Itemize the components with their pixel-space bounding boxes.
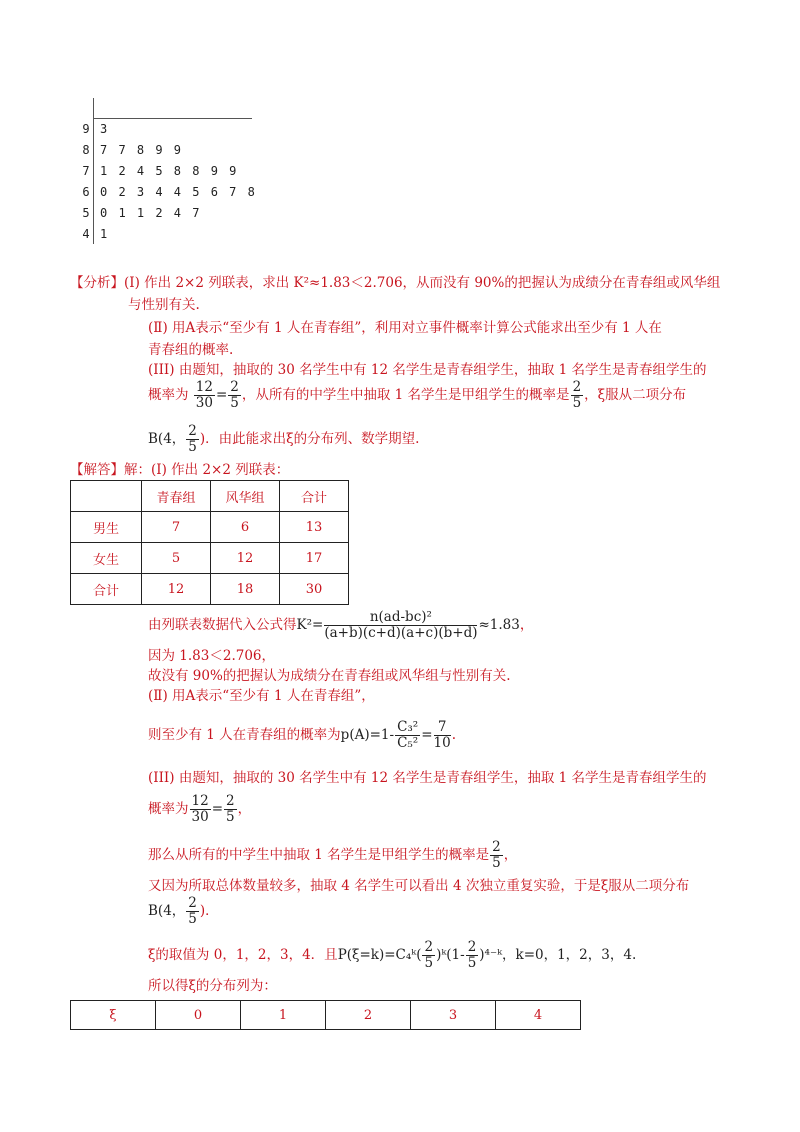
table-row: ξ 0 1 2 3 4: [71, 1001, 581, 1030]
k2-formula-line: 由列联表数据代入公式得K²= $\frac{\text{n(ad-bc)²}}{(a+b)(c+d)(a+c)(b+d)}$ ≈1.83，: [148, 609, 534, 641]
table-row: 男生 7 6 13: [71, 512, 349, 543]
fraction-2-5: $\frac{2}{5}$: [188, 423, 197, 455]
fraction-2-5: $\frac{2}{5}$: [226, 793, 235, 825]
values-line: ξ的取值为 0，1，2，3，4．且P(ξ=k)=C₄ᵏ( $\frac{2}{5}$ )ᵏ(1- $\frac{2}{5}$ )⁴⁻ᵏ，k=0，1，2，3，4.: [148, 939, 637, 971]
analysis-line-1: 【分析】(I) 作出 2×2 列联表，求出 K²≈1.83＜2.706，从而没有 90%的把握认为成绩分在青春组或风华组: [70, 275, 721, 291]
part2-line: (Ⅱ) 用A表示“至少有 1 人在青春组”，: [148, 688, 375, 704]
rate-line: 概率为 $\frac{12}{30}$ = $\frac{2}{5}$ ，: [148, 793, 252, 825]
analysis-line-3: (Ⅱ) 用A表示“至少有 1 人在青春组”，利用对立事件概率计算公式能求出至少有 1 人在: [148, 320, 662, 336]
table-header-row: 青春组 风华组 合计: [71, 481, 349, 512]
fraction-7-10: $\frac{7}{10}$: [433, 719, 451, 751]
analysis-heading: 【分析】: [70, 275, 124, 291]
then-line: 那么从所有的中学生中抽取 1 名学生是甲组学生的概率是 $\frac{2}{5}$ ，: [148, 839, 518, 871]
k2-fraction: $\frac{\text{n(ad-bc)²}}{(a+b)(c+d)(a+c)(b+d)}$: [324, 609, 478, 641]
fraction-2-5: $\frac{2}{5}$: [188, 895, 197, 927]
analysis-line-2: 与性别有关.: [128, 297, 200, 313]
distribution-table: [70, 1000, 581, 1030]
fraction-12-30: $\frac{12}{30}$: [191, 793, 209, 825]
answer-intro: 【解答】解：(I) 作出 2×2 列联表：: [70, 462, 290, 478]
conclusion-line: 故没有 90%的把握认为成绩分在青春组或风华组与性别有关.: [148, 668, 511, 684]
binomial-reason-line: 又因为所取总体数量较多，抽取 4 名学生可以看出 4 次独立重复实验，于是ξ服从二项分布: [148, 878, 690, 894]
contingency-table: [70, 480, 349, 605]
combination-fraction: $\frac{\text{C₃²}}{\text{C₅²}}$: [397, 719, 419, 751]
distribution-intro: 所以得ξ的分布列为：: [148, 978, 277, 994]
because-line: 因为 1.83＜2.706，: [148, 648, 275, 664]
fraction-2-5: $\frac{2}{5}$: [572, 379, 582, 411]
table-row: 女生 5 12 17: [71, 543, 349, 574]
fraction-2-5: $\frac{2}{5}$: [230, 379, 239, 411]
fraction-2-5: $\frac{2}{5}$: [424, 939, 434, 971]
analysis-line-4: 青春组的概率.: [148, 342, 234, 358]
probability-line: 则至少有 1 人在青春组的概率为p(A)=1- $\frac{\text{C₃²}}{\text{C₅²}}$ = $\frac{7}{10}$ .: [148, 719, 457, 751]
table-row: 合计 12 18 30: [71, 574, 349, 605]
part3-line: (III) 由题知，抽取的 30 名学生中有 12 名学生是青春组学生，抽取 1 名学生是青春组学生的: [148, 770, 707, 786]
analysis-line-7: B(4， $\frac{2}{5}$ )．由此能求出ξ的分布列、数学期望.: [148, 423, 420, 455]
stem-leaf-header-line: [94, 118, 252, 119]
fraction-2-5: $\frac{2}{5}$: [492, 839, 501, 871]
answer-heading: 【解答】: [70, 462, 124, 478]
stem-leaf-divider: [93, 98, 94, 244]
analysis-line-6: 概率为 $\frac{12}{30}$ = $\frac{2}{5}$ ，从所有的中学生中抽取 1 名学生是甲组学生的概率是 $\frac{2}{5}$ ，ξ服从二项分布: [148, 379, 687, 411]
fraction-12-30: $\frac{12}{30}$: [195, 379, 213, 411]
analysis-line-5: (III) 由题知，抽取的 30 名学生中有 12 名学生是青春组学生，抽取 1 名学生是青春组学生的: [148, 362, 707, 378]
fraction-2-5: $\frac{2}{5}$: [467, 939, 477, 971]
stem-leaf-plot: 9 3 8 7 7 8 9 9 7 1 2 4 5 8 8 9 9 6 0 2 3 4 4 5 6 7 8 5 0 1 1 2 4 7 4 1: [78, 98, 258, 248]
binomial-line: B(4， $\frac{2}{5}$ )．: [148, 895, 219, 927]
